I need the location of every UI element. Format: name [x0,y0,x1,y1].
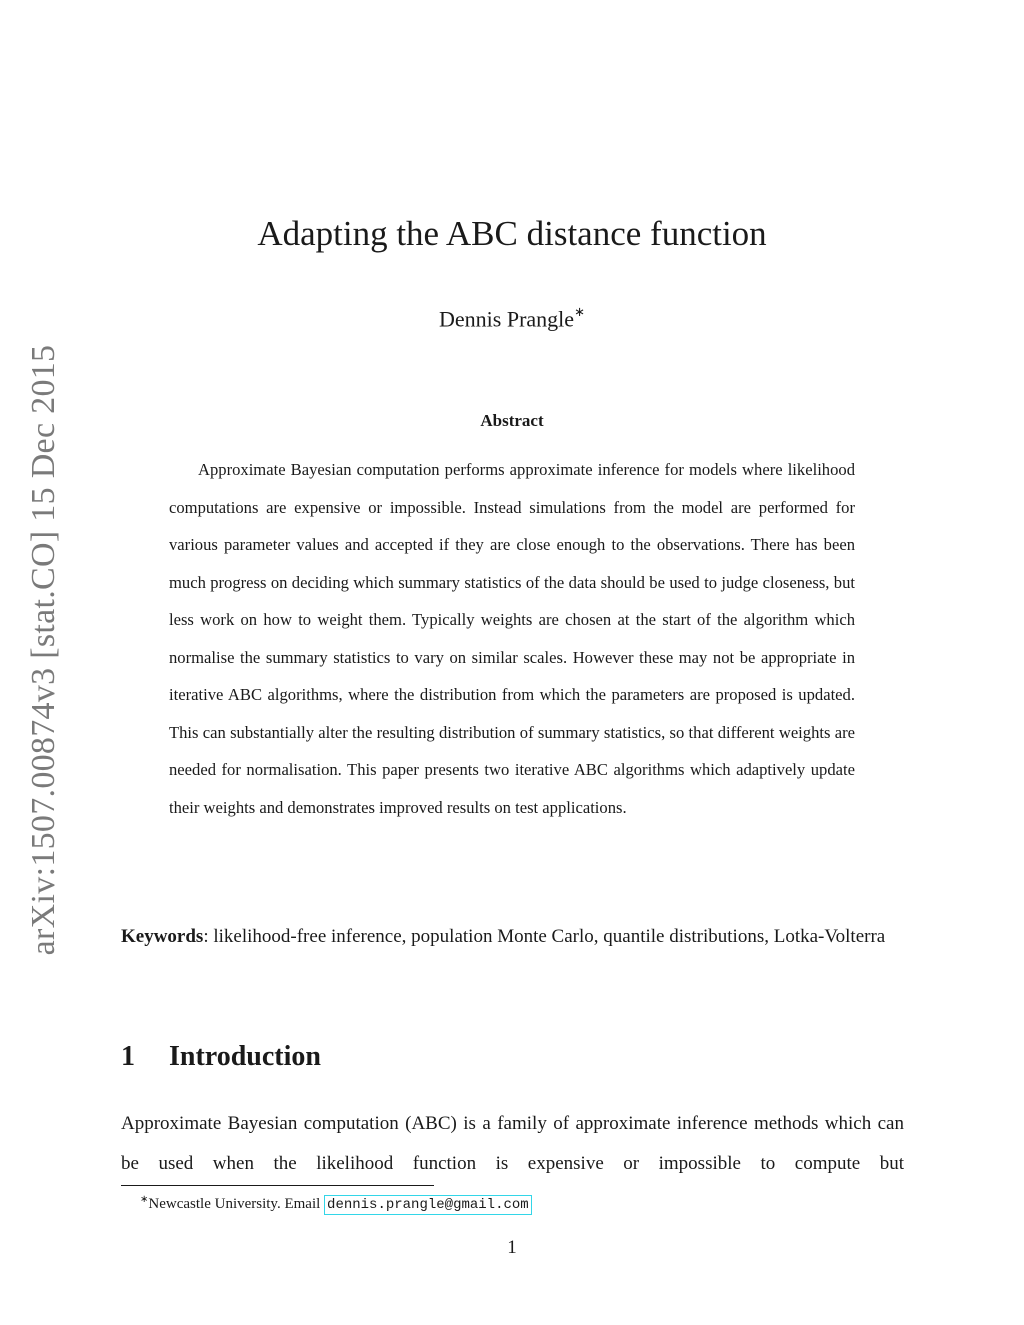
author-line [0,306,1024,332]
author-footnote-mark[interactable]: ∗ [574,304,585,319]
section-title: Introduction [169,1041,321,1072]
footnote-mark: ∗ [140,1194,149,1205]
keywords-paragraph [121,917,904,957]
abstract-heading: Abstract [480,411,544,430]
abstract-body: Approximate Bayesian computation performs approximate inference for models where likelihood computations are expensive or impossible. Instead simulations from the model are performed for various parameter values and accepted if they are close enough to the observations. There has been much progress on deciding which summary statistics of the data should be used to judge closeness, but less work on how to weight them. Typically weights are chosen at the start of the algorithm which normalise the summary statistics to vary on similar scales. However these may not be appropriate in iterative ABC algorithms, where the distribution from which the parameters are proposed is updated. This can substantially alter the resulting distribution of summary statistics, so that different weights are needed for normalisation. This paper presents two iterative ABC algorithms which adaptively update their weights and demonstrates improved results on test applications. [169,460,855,817]
intro-paragraph: Approximate Bayesian computation (ABC) is a family of approximate inference methods which can be used when the likelihood function is expensive or impossible to compute but [121,1113,904,1174]
email-link[interactable]: dennis.prangle@gmail.com [324,1195,532,1215]
keywords-list: : likelihood-free inference, population Monte Carlo, quantile distributions, Lotka-Volterra [203,926,886,947]
arxiv-stamp: arXiv:1507.00874v3 [stat.CO] 15 Dec 2015 [25,344,62,956]
author-name: Dennis Prangle [439,306,575,332]
footnote-rule [121,1185,434,1186]
footnote-text: Newcastle University. Email [148,1196,325,1212]
footnote [140,1189,532,1216]
section-heading [121,1041,321,1073]
paper-title: Adapting the ABC distance function [257,214,767,253]
keywords-label: Keywords [121,926,204,947]
section-number: 1 [121,1041,135,1072]
page-number: 1 [507,1237,517,1258]
